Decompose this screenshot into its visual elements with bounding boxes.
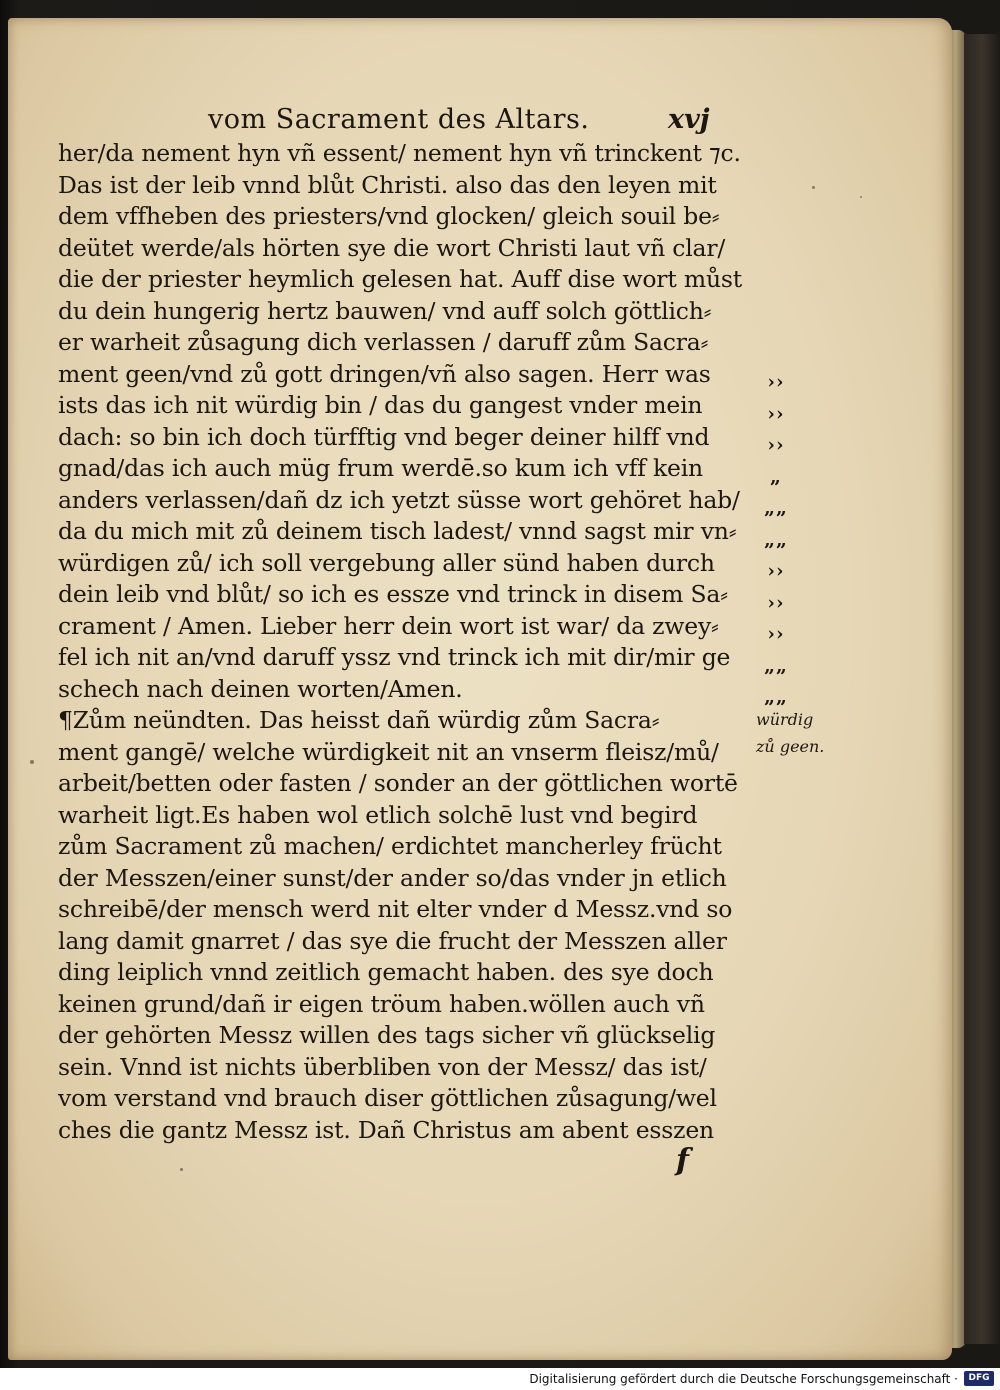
text-line: er warheit zůsagung dich verlassen / daruff zům Sacra⸗ — [58, 328, 709, 356]
footer-bar — [0, 1368, 1000, 1390]
quote-mark: „„ — [764, 497, 788, 519]
text-line: der gehörten Messz willen des tags sicher vñ glückselig — [58, 1021, 716, 1049]
quote-mark: „„ — [764, 686, 788, 708]
text-line: her/da nement hyn vñ essent/ nement hyn vñ trinckent ⁊c. — [58, 139, 741, 167]
quote-mark: „ — [770, 465, 782, 488]
footer-credit: Digitalisierung gefördert durch die Deutsche Forschungsgemeinschaft · — [529, 1372, 958, 1386]
text-line: ment gangē/ welche würdigkeit nit an vnserm fleisz/mů/ — [58, 737, 719, 766]
marginal-note — [756, 706, 846, 760]
quote-mark: ›› — [767, 560, 785, 582]
paper-speck — [860, 196, 862, 198]
quote-mark: „„ — [764, 528, 788, 551]
text-line: da du mich mit zů deinem tisch ladest/ vnnd sagst mir vn⸗ — [58, 517, 737, 545]
marginal-note-line: würdig — [756, 710, 814, 729]
folio-number: xvj — [668, 104, 710, 135]
text-line: sein. Vnnd ist nichts überbliben von der Messz/ das ist/ — [58, 1052, 707, 1081]
quote-mark: ›› — [767, 402, 785, 425]
running-head: vom Sacrament des Altars. — [208, 104, 590, 135]
text-line: arbeit/betten oder fasten / sonder an der göttlichen wortē — [58, 769, 738, 797]
text-line: dem vffheben des priesters/vnd glocken/ gleich souil be⸗ — [58, 202, 720, 230]
text-line: zům Sacrament zů machen/ erdichtet mancherley frücht — [58, 832, 722, 860]
text-line: ment geen/vnd zů gott dringen/vñ also sagen. Herr was — [58, 359, 711, 388]
text-line: anders verlassen/dañ dz ich yetzt süsse wort gehöret hab/ — [58, 485, 740, 514]
quote-mark: ›› — [767, 591, 785, 614]
text-line: der Messzen/einer sunst/der ander so/das vnder jn etlich — [58, 863, 727, 892]
quote-mark: ›› — [767, 434, 785, 456]
text-line: schech nach deinen worten/Amen. — [58, 674, 463, 703]
signature-mark: f — [676, 1143, 689, 1178]
text-line: schreibē/der mensch werd nit elter vnder d Messz.vnd so — [58, 895, 733, 923]
text-line: die der priester heymlich gelesen hat. Auff dise wort můst — [58, 265, 742, 293]
paper-speck — [812, 186, 815, 189]
main-text-block — [58, 138, 748, 1146]
text-line: Das ist der leib vnnd blůt Christi. also das den leyen mit — [58, 170, 717, 199]
binding-strip — [964, 34, 1000, 1344]
paper-speck — [30, 760, 34, 764]
text-line: deütet werde/als hörten sye die wort Christi laut vñ clar/ — [58, 233, 726, 262]
text-line: ches die gantz Messz ist. Dañ Christus am abent esszen — [58, 1115, 714, 1144]
paper-speck — [180, 1168, 183, 1171]
marginal-quote-marks — [756, 367, 796, 714]
text-line: gnad/das ich auch müg frum werdē.so kum ich vff kein — [58, 454, 703, 482]
dfg-logo: DFG — [964, 1371, 994, 1386]
text-line: dein leib vnd blůt/ so ich es essze vnd trinck in disem Sa⸗ — [58, 580, 728, 608]
marginal-note-line: zů geen. — [756, 737, 825, 756]
text-line: vom verstand vnd brauch diser göttlichen zůsagung/wel — [58, 1084, 717, 1112]
text-line: ists das ich nit würdig bin / das du gangest vnder mein — [58, 391, 703, 419]
quote-mark: „„ — [764, 654, 788, 677]
text-line: ding leiplich vnnd zeitlich gemacht haben. des sye doch — [58, 958, 714, 986]
quote-mark: ›› — [767, 623, 785, 645]
text-line: lang damit gnarret / das sye die frucht der Messzen aller — [58, 926, 727, 955]
text-line: fel ich nit an/vnd daruff yssz vnd trinck ich mit dir/mir ge — [58, 643, 731, 671]
text-line: du dein hungerig hertz bauwen/ vnd auff solch göttlich⸗ — [58, 296, 712, 325]
quote-mark: ›› — [767, 371, 785, 393]
text-line: keinen grund/dañ ir eigen tröum haben.wöllen auch vñ — [58, 989, 705, 1018]
text-line: würdigen zů/ ich soll vergebung aller sünd haben durch — [58, 548, 715, 577]
text-line: dach: so bin ich doch türfftig vnd beger deiner hilff vnd — [58, 422, 710, 451]
paragraph-start-line: ¶Zům neündten. Das heisst dañ würdig zům Sacra⸗ — [58, 706, 660, 734]
text-line: crament / Amen. Lieber herr dein wort ist war/ da zwey⸗ — [58, 611, 719, 640]
text-line: warheit ligt.Es haben wol etlich solchē lust vnd begird — [58, 800, 698, 829]
